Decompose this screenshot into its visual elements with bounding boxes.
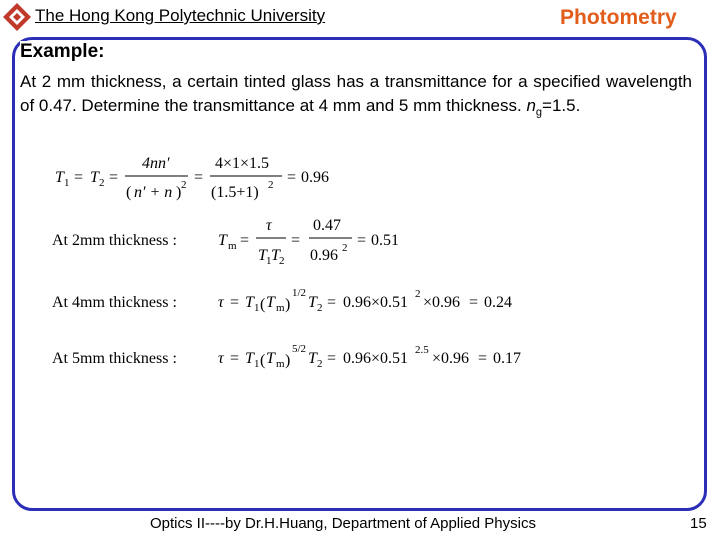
footer-credit: Optics II----by Dr.H.Huang, Department of Applied Physics [150, 515, 536, 532]
page-number: 15 [690, 515, 707, 532]
svg-text:=: = [469, 294, 479, 311]
svg-text:=: = [327, 294, 337, 311]
svg-text:2.5: 2.5 [415, 344, 429, 356]
n-symbol: n [526, 96, 536, 115]
eq2-result: 0.51 [371, 232, 399, 249]
svg-text:m: m [276, 302, 285, 314]
svg-text:): ) [285, 352, 291, 369]
svg-text:T: T [55, 169, 64, 186]
equation-5mm [52, 343, 521, 370]
svg-text:T: T [271, 247, 280, 264]
svg-text:=: = [230, 294, 240, 311]
svg-text:τ: τ [218, 350, 224, 367]
svg-text:=: = [109, 169, 119, 186]
svg-text:4nn′: 4nn′ [142, 155, 170, 172]
svg-text:1: 1 [254, 302, 260, 314]
n-subscript: g [535, 106, 543, 119]
svg-text:2: 2 [279, 255, 285, 267]
svg-text:T: T [308, 350, 317, 367]
svg-text:1: 1 [64, 177, 70, 189]
svg-text:n′ + n: n′ + n [134, 184, 173, 201]
svg-text:m: m [276, 358, 285, 370]
svg-text:0.96×0.51: 0.96×0.51 [343, 350, 409, 367]
svg-text:τ: τ [266, 217, 272, 234]
svg-text:m: m [228, 240, 237, 252]
svg-text:(: ( [126, 184, 132, 201]
n-value: =1.5. [542, 96, 581, 115]
svg-text:T: T [90, 169, 99, 186]
eq4-label: At 5mm thickness : [52, 350, 177, 367]
svg-text:): ) [285, 296, 291, 313]
svg-text:T: T [218, 232, 227, 249]
svg-text:T: T [266, 294, 275, 311]
svg-text:=: = [478, 350, 488, 367]
university-name: The Hong Kong Polytechnic University [35, 6, 326, 25]
eq4-result: 0.17 [493, 350, 521, 367]
svg-text:0.47: 0.47 [313, 217, 341, 234]
svg-text:5/2: 5/2 [292, 343, 307, 355]
svg-text:T: T [266, 350, 275, 367]
svg-text:4×1×1.5: 4×1×1.5 [215, 155, 270, 172]
eq2-label: At 2mm thickness : [52, 232, 177, 249]
svg-text:=: = [327, 350, 337, 367]
svg-text:=: = [287, 169, 297, 186]
svg-text:(: ( [260, 352, 266, 369]
svg-text:=: = [357, 232, 367, 249]
svg-text:2: 2 [99, 177, 105, 189]
slide-topic: Photometry [560, 6, 677, 29]
svg-text:=: = [194, 169, 204, 186]
svg-text:(: ( [260, 296, 266, 313]
eq1-result: 0.96 [301, 169, 329, 186]
equation-2mm [52, 217, 399, 267]
problem-text: At 2 mm thickness, a certain tinted glass has a transmittance for a specified wavelength of 0.47. Determine the transmittance at 4 mm and 5 mm thickness. [20, 72, 692, 115]
svg-text:T: T [258, 247, 267, 264]
svg-text:T: T [245, 294, 254, 311]
svg-text:2: 2 [317, 358, 323, 370]
svg-text:×0.96: ×0.96 [432, 350, 470, 367]
svg-text:2: 2 [268, 179, 274, 191]
svg-text:1/2: 1/2 [292, 287, 307, 299]
svg-text:=: = [240, 232, 250, 249]
svg-text:=: = [230, 350, 240, 367]
svg-text:2: 2 [415, 288, 421, 300]
svg-text:(1.5+1): (1.5+1) [211, 184, 259, 201]
svg-text:=: = [74, 169, 84, 186]
svg-text:1: 1 [254, 358, 260, 370]
svg-text:T: T [245, 350, 254, 367]
svg-text:1: 1 [266, 255, 272, 267]
eq3-result: 0.24 [484, 294, 512, 311]
svg-text:0.96: 0.96 [310, 247, 338, 264]
svg-text:2: 2 [317, 302, 323, 314]
eq3-label: At 4mm thickness : [52, 294, 177, 311]
equation-fresnel [55, 155, 329, 201]
svg-text:τ: τ [218, 294, 224, 311]
svg-text:×0.96: ×0.96 [423, 294, 461, 311]
svg-text:): ) [176, 184, 182, 201]
svg-text:=: = [291, 232, 301, 249]
equation-4mm [52, 287, 512, 314]
svg-text:2: 2 [181, 179, 187, 191]
svg-text:0.96×0.51: 0.96×0.51 [343, 294, 409, 311]
svg-text:2: 2 [342, 242, 348, 254]
svg-text:T: T [308, 294, 317, 311]
example-heading: Example: [20, 41, 108, 63]
